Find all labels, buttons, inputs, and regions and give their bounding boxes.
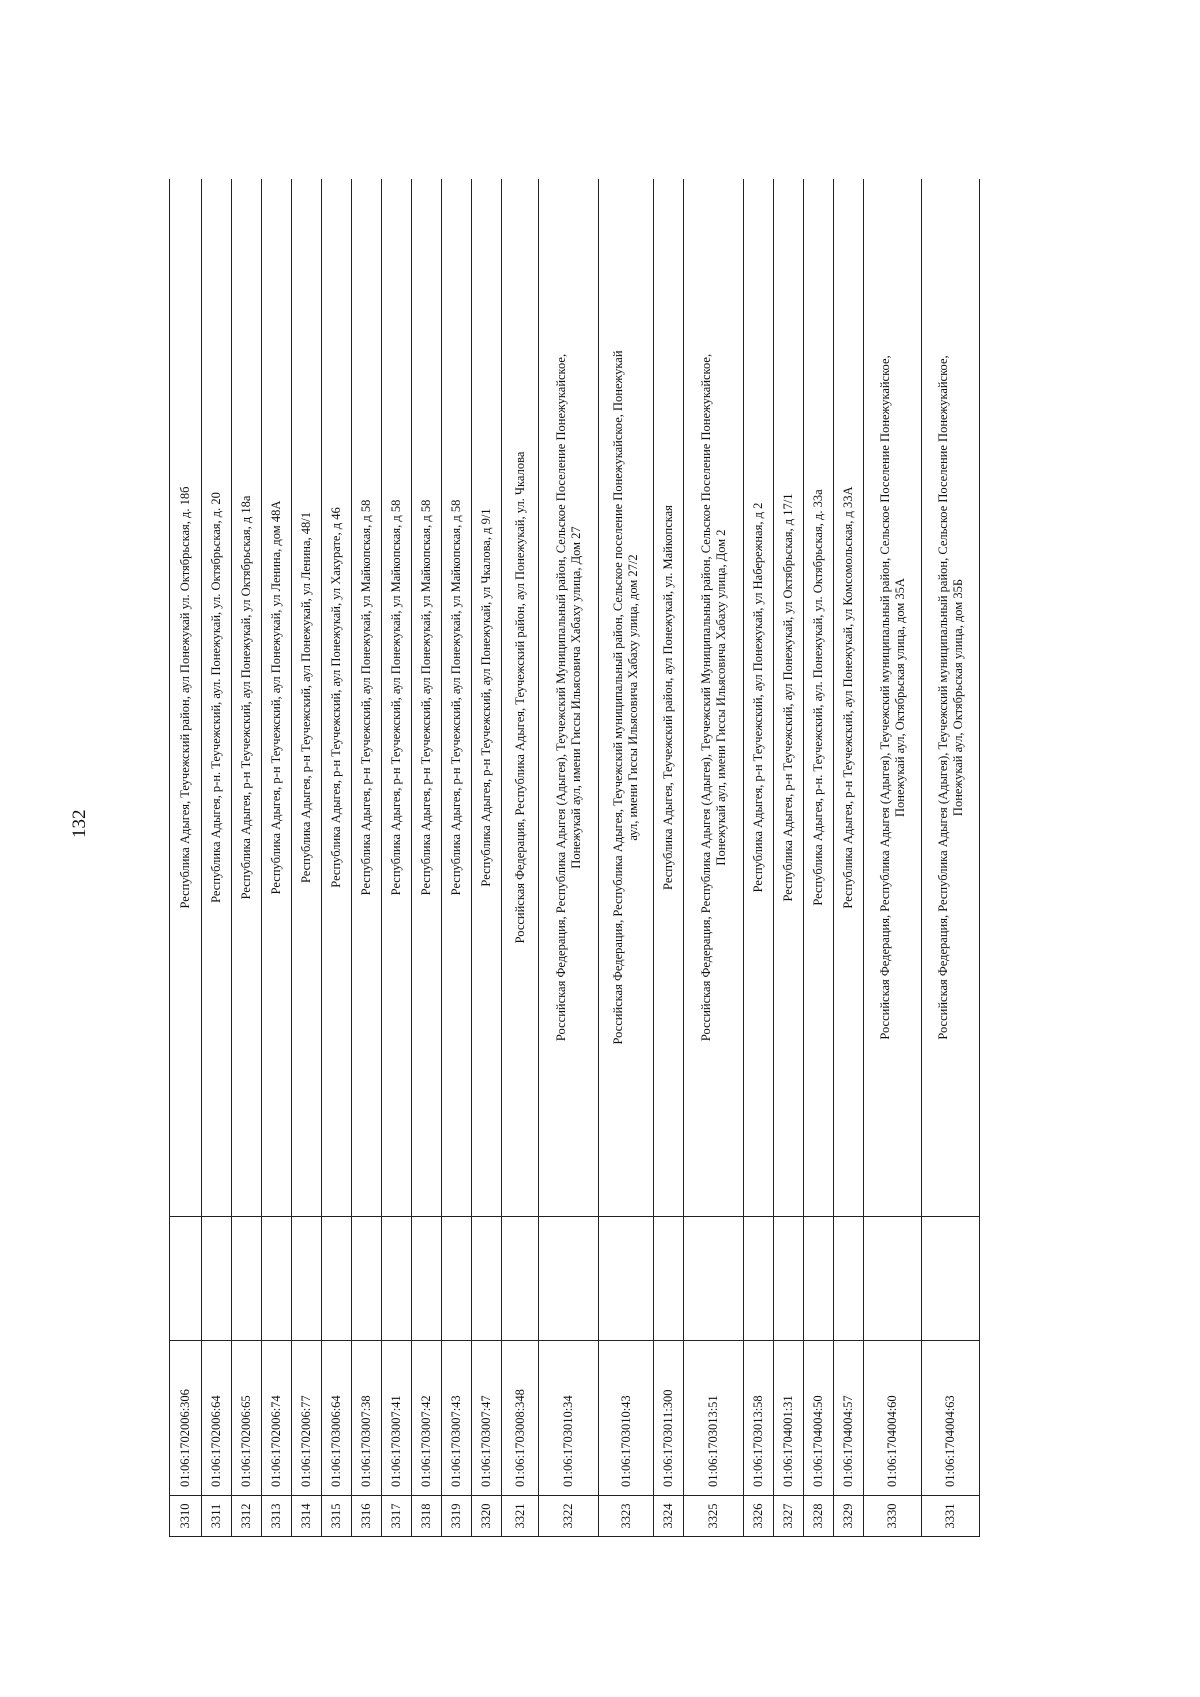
empty-cell — [442, 1217, 472, 1341]
table-row — [864, 179, 922, 1537]
row-number-cell: 3314 — [292, 1496, 322, 1537]
cadastral-number-cell: 01:06:1704004:50 — [804, 1341, 834, 1496]
table-row — [922, 179, 980, 1537]
row-number-cell: 3325 — [684, 1496, 744, 1537]
empty-cell — [382, 1217, 412, 1341]
address-line: Республика Адыгея, р-н Теучежский, аул Понежукай, ул Ленина, 48/1 — [299, 512, 313, 884]
row-number-cell: 3315 — [322, 1496, 352, 1537]
table-row — [442, 179, 472, 1537]
address-cell — [322, 179, 352, 1217]
empty-cell — [804, 1217, 834, 1341]
address-cell — [654, 179, 684, 1217]
cadastral-number-cell: 01:06:1703006:64 — [322, 1341, 352, 1496]
table-row — [382, 179, 412, 1537]
row-number-cell: 3320 — [472, 1496, 502, 1537]
address-cell — [472, 179, 502, 1217]
address-line-continued: Понежукай аул, имени Гиссы Ильясовича Хабаху улица, Дом 27 — [568, 526, 583, 869]
address-line: Республика Адыгея, р-н Теучежский, аул Понежукай, ул Октябрьская, д 17/1 — [781, 493, 795, 902]
cadastral-number-cell: 01:06:1702006:64 — [202, 1341, 232, 1496]
address-cell — [442, 179, 472, 1217]
address-line: Республика Адыгея, р-н Теучежский, аул Понежукай, ул Ленина, дом 48А — [269, 500, 283, 895]
rotated-table-container — [169, 179, 1049, 1537]
address-cell — [170, 179, 202, 1217]
cadastral-number-cell: 01:06:1703008:348 — [502, 1341, 539, 1496]
cadastral-number-cell: 01:06:1703007:47 — [472, 1341, 502, 1496]
cadastral-table — [169, 179, 980, 1537]
table-body — [170, 179, 980, 1537]
address-cell — [262, 179, 292, 1217]
cadastral-number-cell: 01:06:1702006:306 — [170, 1341, 202, 1496]
row-number-cell: 3329 — [834, 1496, 864, 1537]
row-number-cell: 3324 — [654, 1496, 684, 1537]
cadastral-number-cell: 01:06:1703010:43 — [599, 1341, 654, 1496]
address-cell — [502, 179, 539, 1217]
address-line: Республика Адыгея, Теучежский район, аул Понежукай, ул. Майкопская — [661, 505, 675, 890]
cadastral-table-frame — [169, 179, 1049, 1537]
cadastral-number-cell: 01:06:1702006:77 — [292, 1341, 322, 1496]
address-line: Республика Адыгея, Теучежский район, аул Понежукай ул. Октябрьская, д. 18б — [178, 486, 192, 909]
row-number-cell: 3326 — [744, 1496, 774, 1537]
address-cell — [864, 179, 922, 1217]
row-number-cell: 3322 — [539, 1496, 599, 1537]
table-row — [502, 179, 539, 1537]
address-cell — [684, 179, 744, 1217]
table-row — [654, 179, 684, 1537]
empty-cell — [684, 1217, 744, 1341]
address-line: Российская Федерация, Республика Адыгея (Адыгея), Теучежский Муниципальный район, Сельское Поселение Понежукайское, — [698, 353, 713, 1042]
table-row — [774, 179, 804, 1537]
table-row — [292, 179, 322, 1537]
row-number-cell: 3317 — [382, 1496, 412, 1537]
empty-cell — [599, 1217, 654, 1341]
address-line-continued: Понежукай аул, имени Гиссы Ильясовича Хабаху улица, Дом 2 — [713, 529, 728, 866]
row-number-cell: 3316 — [352, 1496, 382, 1537]
address-cell — [804, 179, 834, 1217]
row-number-cell: 3323 — [599, 1496, 654, 1537]
page-number: 132 — [69, 809, 90, 838]
table-row — [232, 179, 262, 1537]
table-row — [684, 179, 744, 1537]
address-cell — [382, 179, 412, 1217]
address-line: Республика Адыгея, р-н Теучежский, аул Понежукай, ул Комсомольская, д 33А — [841, 486, 855, 909]
cadastral-number-cell: 01:06:1704004:63 — [922, 1341, 980, 1496]
row-number-cell: 3318 — [412, 1496, 442, 1537]
row-number-cell: 3311 — [202, 1496, 232, 1537]
empty-cell — [472, 1217, 502, 1341]
empty-cell — [834, 1217, 864, 1341]
cadastral-number-cell: 01:06:1703007:42 — [412, 1341, 442, 1496]
address-cell — [922, 179, 980, 1217]
table-row — [804, 179, 834, 1537]
cadastral-number-cell: 01:06:1703013:51 — [684, 1341, 744, 1496]
address-cell — [202, 179, 232, 1217]
address-line: Российская Федерация, Республика Адыгея (Адыгея), Теучежский Муниципальный район, Сельское Поселение Понежукайское, — [553, 353, 568, 1042]
address-cell — [744, 179, 774, 1217]
cadastral-number-cell: 01:06:1702006:74 — [262, 1341, 292, 1496]
address-line: Республика Адыгея, р-н Теучежский, аул Понежукай, ул Майкопская, д 58 — [419, 499, 433, 896]
address-line-continued: Понежукай аул, Октябрьская улица, дом 35Б — [950, 578, 965, 817]
address-line: Республика Адыгея, р-н Теучежский, аул Понежукай, ул Майкопская, д 58 — [389, 499, 403, 896]
address-line: Российская Федерация, Республика Адыгея, Теучежский муниципальный район, Сельское поселение Понежукайское, Понежукай — [611, 350, 625, 1045]
cadastral-number-cell: 01:06:1704004:57 — [834, 1341, 864, 1496]
empty-cell — [744, 1217, 774, 1341]
address-cell — [539, 179, 599, 1217]
empty-cell — [202, 1217, 232, 1341]
empty-cell — [170, 1217, 202, 1341]
address-line: Республика Адыгея, р-н Теучежский, аул Понежукай, ул Набережная, д 2 — [751, 502, 765, 893]
row-number-cell: 3328 — [804, 1496, 834, 1537]
address-line: Республика Адыгея, р-н Теучежский, аул Понежукай, ул Хакурате, д 46 — [329, 507, 343, 888]
address-line: Республика Адыгея, р-н. Теучежский, аул. Понежукай, ул. Октябрьская, д. 20 — [209, 492, 223, 903]
cadastral-number-cell: 01:06:1704001:31 — [774, 1341, 804, 1496]
cadastral-number-cell: 01:06:1703007:43 — [442, 1341, 472, 1496]
address-line: Республика Адыгея, р-н Теучежский, аул Понежукай, ул Майкопская, д 58 — [359, 499, 373, 896]
address-line: Республика Адыгея, р-н. Теучежский, аул. Понежукай, ул. Октябрьская, д. 33а — [811, 489, 825, 906]
address-line: Республика Адыгея, р-н Теучежский, аул Понежукай, ул Майкопская, д 58 — [449, 499, 463, 896]
address-line: Республика Адыгея, р-н Теучежский, аул Понежукай, ул Октябрьская, д 18а — [239, 495, 253, 900]
table-row — [412, 179, 442, 1537]
empty-cell — [322, 1217, 352, 1341]
cadastral-number-cell: 01:06:1703011:300 — [654, 1341, 684, 1496]
empty-cell — [502, 1217, 539, 1341]
address-cell — [412, 179, 442, 1217]
row-number-cell: 3319 — [442, 1496, 472, 1537]
row-number-cell: 3331 — [922, 1496, 980, 1537]
table-row — [170, 179, 202, 1537]
empty-cell — [654, 1217, 684, 1341]
empty-cell — [352, 1217, 382, 1341]
address-cell — [352, 179, 382, 1217]
address-line: Российская Федерация, Республика Адыгея, Теучежский район, аул Понежукай, ул. Чкалова — [512, 451, 527, 944]
empty-cell — [864, 1217, 922, 1341]
address-line-continued: Понежукай аул, Октябрьская улица, дом 35А — [892, 578, 907, 817]
table-row — [599, 179, 654, 1537]
empty-cell — [292, 1217, 322, 1341]
table-row — [744, 179, 774, 1537]
table-row — [262, 179, 292, 1537]
cadastral-number-cell: 01:06:1703010:34 — [539, 1341, 599, 1496]
table-row — [322, 179, 352, 1537]
address-line-continued: аул, имени Гиссы Ильясовича Хабаху улица, дом 27/2 — [626, 554, 640, 841]
table-row — [202, 179, 232, 1537]
address-cell — [834, 179, 864, 1217]
table-row — [834, 179, 864, 1537]
table-row — [472, 179, 502, 1537]
row-number-cell: 3312 — [232, 1496, 262, 1537]
row-number-cell: 3330 — [864, 1496, 922, 1537]
address-line: Республика Адыгея, р-н Теучежский, аул Понежукай, ул Чкалова, д 9/1 — [479, 508, 493, 887]
address-cell — [292, 179, 322, 1217]
table-row — [539, 179, 599, 1537]
cadastral-number-cell: 01:06:1703007:41 — [382, 1341, 412, 1496]
address-cell — [599, 179, 654, 1217]
row-number-cell: 3321 — [502, 1496, 539, 1537]
row-number-cell: 3327 — [774, 1496, 804, 1537]
empty-cell — [774, 1217, 804, 1341]
cadastral-number-cell: 01:06:1703007:38 — [352, 1341, 382, 1496]
address-cell — [774, 179, 804, 1217]
cadastral-number-cell: 01:06:1703013:58 — [744, 1341, 774, 1496]
row-number-cell: 3313 — [262, 1496, 292, 1537]
address-cell — [232, 179, 262, 1217]
cadastral-number-cell: 01:06:1702006:65 — [232, 1341, 262, 1496]
cadastral-number-cell: 01:06:1704004:60 — [864, 1341, 922, 1496]
row-number-cell: 3310 — [170, 1496, 202, 1537]
empty-cell — [922, 1217, 980, 1341]
empty-cell — [262, 1217, 292, 1341]
empty-cell — [412, 1217, 442, 1341]
address-line: Российская Федерация, Республика Адыгея (Адыгея), Теучежский муниципальный район, Сельское Поселение Понежукайское, — [877, 355, 892, 1040]
address-line: Российская Федерация, Республика Адыгея (Адыгея), Теучежский муниципальный район, Сельское Поселение Понежукайское, — [935, 355, 950, 1040]
table-row — [352, 179, 382, 1537]
empty-cell — [232, 1217, 262, 1341]
empty-cell — [539, 1217, 599, 1341]
